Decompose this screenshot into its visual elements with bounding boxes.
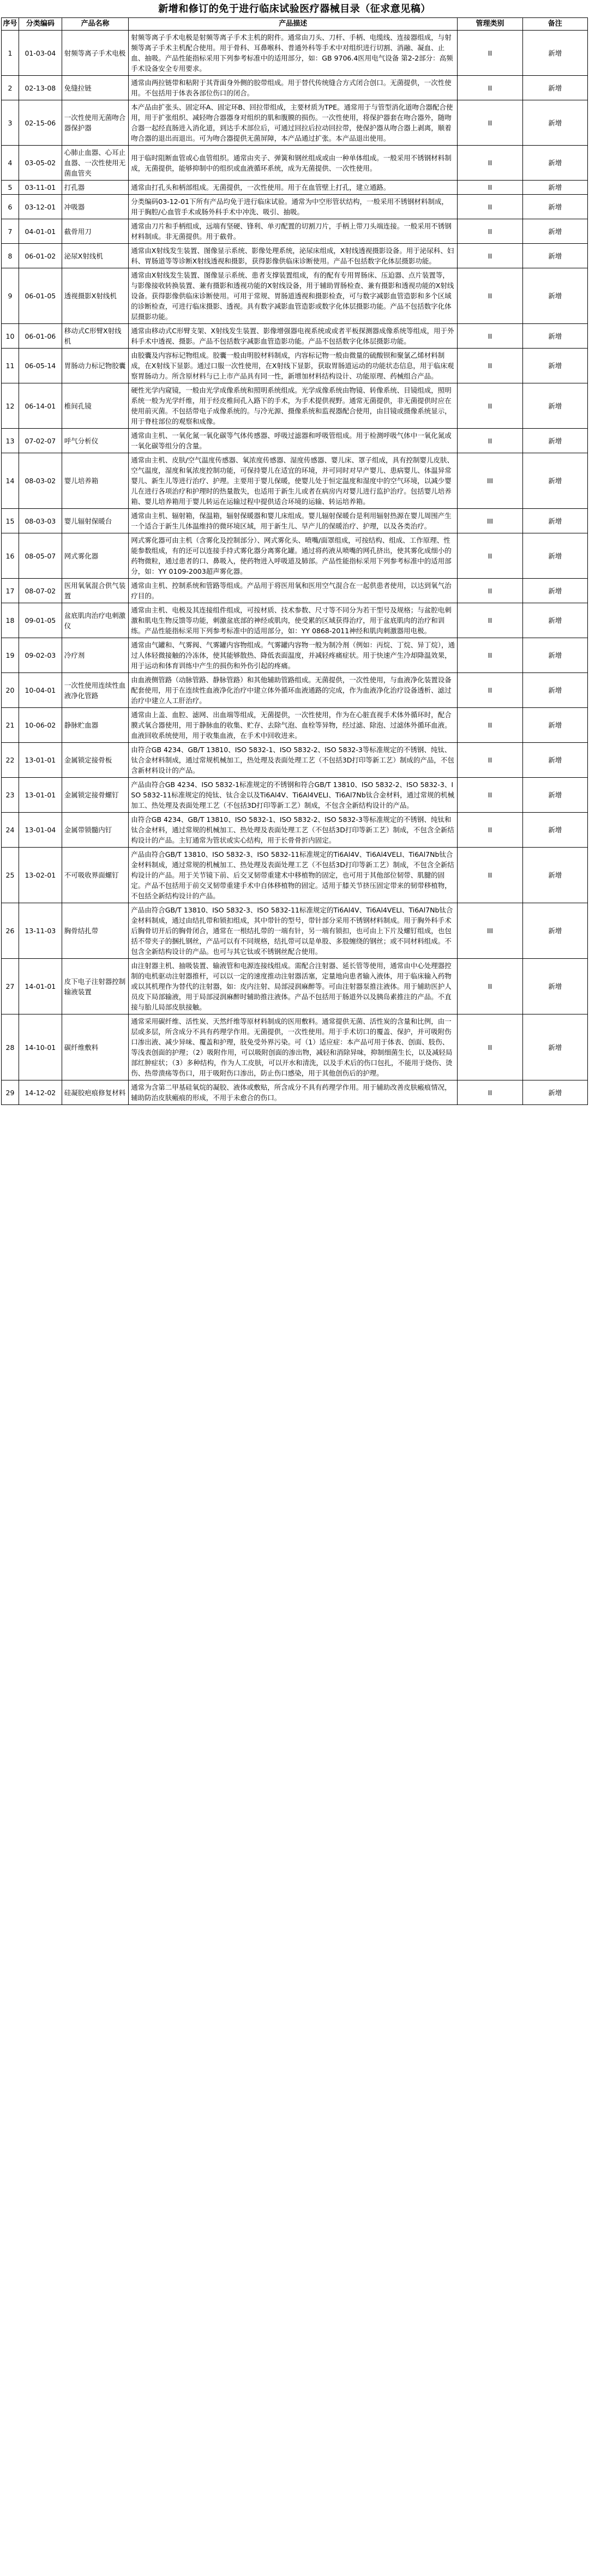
- cell-code: 09-02-03: [19, 638, 62, 673]
- table-row: [2, 743, 588, 778]
- cell-code: 06-14-01: [19, 383, 62, 429]
- cell-no: 18: [2, 603, 19, 638]
- cell-desc: 通常由X射线发生装置、图像显示系统、患者支撑装置组成，有的配有专用胃肠床、压迫器、点片装置等，与影像接收转换装置、兼有摄影和透视功能的X射线设备，用于辅助胃肠检查、兼有摄影和透视功能的X射线设备。获得影像供临床诊断使用。可用于常规、胃肠道透视和摄影检查，可与数字减影血管造影和多个区域的诊断检查，可进行临床摄影、透视。具有数字减影血管造影或数字化体层摄影功能。产品不包括数字化体层摄影功能。: [129, 268, 458, 324]
- cell-name: 不可吸收界面螺钉: [62, 848, 129, 903]
- cell-no: 17: [2, 579, 19, 603]
- cell-class: II: [458, 31, 522, 76]
- cell-note: 新增: [522, 708, 587, 743]
- cell-no: 9: [2, 268, 19, 324]
- cell-note: 新增: [522, 268, 587, 324]
- cell-code: 01-03-04: [19, 31, 62, 76]
- cell-code: 03-12-01: [19, 195, 62, 219]
- cell-class: II: [458, 603, 522, 638]
- cell-note: 新增: [522, 603, 587, 638]
- cell-name: 婴儿辐射保暖台: [62, 509, 129, 533]
- cell-name: 金属带锁髓内钉: [62, 813, 129, 848]
- cell-desc: 通常由主机、控制系统和管路等组成。产品用于将医用氧和医用空气混合在一起供患者使用，以达到氧气治疗目的。: [129, 579, 458, 603]
- cell-name: 冷疗剂: [62, 638, 129, 673]
- cell-code: 14-12-02: [19, 1080, 62, 1105]
- cell-code: 02-15-06: [19, 100, 62, 146]
- cell-no: 4: [2, 146, 19, 181]
- cell-code: 02-13-08: [19, 76, 62, 100]
- cell-name: 盆底肌肉治疗电刺激仪: [62, 603, 129, 638]
- cell-note: 新增: [522, 76, 587, 100]
- cell-code: 13-01-04: [19, 813, 62, 848]
- table-row: [2, 324, 588, 349]
- cell-no: 23: [2, 778, 19, 813]
- table-row: [2, 848, 588, 903]
- cell-desc: 通常由移动式C形臂支架、X射线发生装置、影像增强器电视系统或或者平板探测器成像系统等组成，用于外科手术中透视、摄影。产品不包括数字减影血管造影功能。产品不包括数字化体层摄影功能。: [129, 324, 458, 349]
- cell-no: 5: [2, 181, 19, 195]
- cell-class: II: [458, 349, 522, 383]
- cell-class: II: [458, 533, 522, 579]
- cell-code: 07-02-07: [19, 429, 62, 453]
- table-row: [2, 429, 588, 453]
- cell-desc: 射频等离子手术电极是射频等离子手术主机的附件。通常由刀头、刀杆、手柄、电缆线、连接器组成，与射频等离子手术主机配合使用。用于骨科、耳鼻喉科、普通外科等手术中对组织进行切割、消融、凝血、止血、抽吸。产品性能指标采用下列参考标准中的适用部分，如：GB 9706.4医用电气设备 第2-2部分：高频手术设备安全专用要求。: [129, 31, 458, 76]
- cell-note: 新增: [522, 324, 587, 349]
- table-row: [2, 268, 588, 324]
- cell-note: 新增: [522, 453, 587, 509]
- header-name: 产品名称: [62, 18, 129, 31]
- cell-class: II: [458, 146, 522, 181]
- table-row: [2, 778, 588, 813]
- cell-code: 13-11-03: [19, 903, 62, 959]
- cell-name: 透视摄影X射线机: [62, 268, 129, 324]
- cell-class: III: [458, 903, 522, 959]
- cell-class: II: [458, 219, 522, 244]
- cell-code: 14-01-01: [19, 959, 62, 1014]
- cell-code: 06-01-06: [19, 324, 62, 349]
- cell-name: 截骨用刀: [62, 219, 129, 244]
- cell-class: II: [458, 429, 522, 453]
- cell-note: 新增: [522, 100, 587, 146]
- cell-note: 新增: [522, 1014, 587, 1080]
- cell-no: 12: [2, 383, 19, 429]
- cell-code: 08-03-02: [19, 453, 62, 509]
- table-row: [2, 244, 588, 268]
- table-row: [2, 813, 588, 848]
- cell-code: 08-03-03: [19, 509, 62, 533]
- cell-name: 泌尿X射线机: [62, 244, 129, 268]
- cell-name: 金属锁定接骨螺钉: [62, 778, 129, 813]
- cell-note: 新增: [522, 146, 587, 181]
- cell-desc: 通常采用碳纤维、活性炭、天然纤维等原材料制成的医用敷料。通常提供无菌、活性炭的含量和比例，由一层或多层，所含成分不具有药理学作用。无菌提供，一次性使用。用于手术切口的覆盖、保护，并可吸附伤口渗出液、减少异味、覆盖和护理，肢免受外界污染。可（1）适应症：本产品可用于体表、创面、肢伤、等浅表创面的护理；（2）吸附作用，可以吸附创面的渗出物，减轻和消除异味，抑制细菌生长，以及减轻局部红肿症状；（3）多种结构，作为人工皮肤，可以开水和清洗，以及手术后的伤口包扎，不能用于烧伤、烫伤、热带溃疡等伤口，用于吸附伤口渗出，防止伤口感染，用于其他创伤后的护理。: [129, 1014, 458, 1080]
- cell-desc: 本产品由扩张头、固定环A、固定环B、回拉带组成，主要材质为TPE。通常用于与管型消化道吻合器配合使用，用于扩张组织、减轻吻合器器身对组织的肌和腹膜的损伤。一次性使用，将保护器套在吻合器外，随吻合器一起经直肠进入消化道，到达手术部位后，可通过回拉后拉动回拉带，使保护器从吻合器上剥离，顺着吻合器的退出而退出。可为吻合器提供无菌屏障，本产品通过扩张。本产品退出使用。: [129, 100, 458, 146]
- cell-no: 20: [2, 673, 19, 708]
- cell-note: 新增: [522, 959, 587, 1014]
- cell-name: 胸骨结扎带: [62, 903, 129, 959]
- cell-note: 新增: [522, 244, 587, 268]
- cell-class: III: [458, 509, 522, 533]
- table-body: [2, 31, 588, 1105]
- cell-code: 10-06-02: [19, 708, 62, 743]
- cell-no: 11: [2, 349, 19, 383]
- cell-desc: 通常为含第二甲基硅氧烷的凝胶、液体或敷贴，所含成分不具有药理学作用。用于辅助改善皮肤瘢痕情况，辅助防治皮肤瘢痕的形成，不用于未愈合的伤口。: [129, 1080, 458, 1105]
- cell-no: 24: [2, 813, 19, 848]
- cell-name: 硅凝胶疤痕修复材料: [62, 1080, 129, 1105]
- cell-name: 金属锁定接骨板: [62, 743, 129, 778]
- page: [0, 0, 589, 1108]
- cell-code: 13-02-01: [19, 848, 62, 903]
- table-row: [2, 146, 588, 181]
- cell-code: 10-04-01: [19, 673, 62, 708]
- cell-class: II: [458, 778, 522, 813]
- cell-no: 21: [2, 708, 19, 743]
- cell-note: 新增: [522, 429, 587, 453]
- cell-name: 椎间孔镜: [62, 383, 129, 429]
- cell-note: 新增: [522, 579, 587, 603]
- table-row: [2, 453, 588, 509]
- cell-no: 19: [2, 638, 19, 673]
- cell-class: II: [458, 813, 522, 848]
- cell-name: 静脉贮血器: [62, 708, 129, 743]
- cell-class: II: [458, 1080, 522, 1105]
- cell-class: II: [458, 579, 522, 603]
- cell-name: 呼气分析仪: [62, 429, 129, 453]
- cell-desc: 产品由符合GB/T 13810、ISO 5832-3、ISO 5832-11标准规定的Ti6Al4V、Ti6Al4VELI、Ti6Al7Nb钛合金材料制成，通过常规的机械加工、热处理及表面处理工艺（不包括3D打印等新工艺）制成，不包含全新结构设计的产品。用于关节镜下前、后交叉韧带重建术中移植物的固定，也可用于其他部位韧带、肌腱的固定。产品不包括用于前交叉韧带重建手术中自体移植物的固定。适用于膝关节挤压固定带来的韧带移植物，不包括全新结构设计的产品。: [129, 848, 458, 903]
- table-row: [2, 603, 588, 638]
- header-class: 管理类别: [458, 18, 522, 31]
- catalog-table: [1, 17, 588, 1105]
- cell-class: II: [458, 181, 522, 195]
- table-row: [2, 959, 588, 1014]
- cell-desc: 分类编码03-12-01下所有产品均免于进行临床试验。通常为中空形管状结构，一般采用不锈钢材料制成，用于胸腔/心血管手术或肠外科手术中冲洗、吸引、抽吸。: [129, 195, 458, 219]
- cell-class: II: [458, 848, 522, 903]
- cell-code: 06-01-02: [19, 244, 62, 268]
- cell-desc: 通常由气罐和、气雾阀、气雾罐内容物组成。气雾罐内容物一般为制冷剂（例如：丙烷、丁烷、异丁烷），通过人体轻微接触的冷冻体，使其能够散热、降低表面温度，并减轻疼痛症状。用于快速产生冷却降温效果，用于运动和体育训练中产生的损伤和外伤引起的疼痛。: [129, 638, 458, 673]
- cell-class: II: [458, 673, 522, 708]
- cell-desc: 通常由两拉链带和粘附于其背面身外侧的胶带组成。用于替代传统缝合方式闭合创口。无菌提供，一次性使用。不包括用于体表各部位伤口的闭合。: [129, 76, 458, 100]
- cell-note: 新增: [522, 673, 587, 708]
- cell-note: 新增: [522, 813, 587, 848]
- cell-name: 婴儿培养箱: [62, 453, 129, 509]
- table-row: [2, 100, 588, 146]
- cell-no: 14: [2, 453, 19, 509]
- cell-name: 网式雾化器: [62, 533, 129, 579]
- cell-no: 15: [2, 509, 19, 533]
- cell-desc: 由注射器主机、抽吸装置、输液管和电源连接线组成。需配合注射器、延长管等使用，通常由中心处理器控制的电机驱动注射器推杆，可以以一定的速度推动注射器活塞，定量地向患者输入液体，用于临床输入药物或以其机理作为替代的注射器，如：皮内注射、局部浸润麻醉等。可由注射器泵推注液体。用于辅助医护人员皮下局部输液，用于局部浸润麻醉时辅助推注液体。产品不包括用于肠道外以及胰岛素推注的产品。不直接与胎儿局部皮肤接触。: [129, 959, 458, 1014]
- cell-desc: 通常由打孔头和柄部组成。无菌提供，一次性使用。用于在血管壁上打孔，建立通路。: [129, 181, 458, 195]
- cell-code: 09-01-05: [19, 603, 62, 638]
- table-row: [2, 349, 588, 383]
- cell-desc: 产品由符合GB/T 13810、ISO 5832-3、ISO 5832-11标准规定的Ti6Al4V、Ti6Al4VELI、Ti6Al7Nb钛合金材料制成，通过由结扎带和锁扣组成，其中带针的型号，带针部分采用不锈钢材料制成。用于胸外科手术后胸骨切开后的胸骨闭合，通常在一根结扎带的一端有针，另一端有锁扣，也可由上下片及螺钉组成，也包括不带夹子的捆扎钢丝，产品可以有不同规格，结扎带可以是单股、多股缠绕的钢丝；或不同材料组成。不包含全新结构设计的产品。也可与其它钛或不锈钢丝配合使用。: [129, 903, 458, 959]
- table-header-row: [2, 18, 588, 31]
- cell-note: 新增: [522, 903, 587, 959]
- cell-note: 新增: [522, 638, 587, 673]
- cell-code: 06-01-05: [19, 268, 62, 324]
- cell-code: 03-11-01: [19, 181, 62, 195]
- cell-desc: 由符合GB 4234、GB/T 13810、ISO 5832-1、ISO 5832-2、ISO 5832-3等标准规定的不锈钢、纯钛、钛合金材料制成，通过常规机械加工，热处理及表面处理工艺（不包括3D打印等新工艺）制成的产品，不包含新材料设计的产品。: [129, 743, 458, 778]
- cell-desc: 由符合GB 4234、GB/T 13810、ISO 5832-1、ISO 5832-2、ISO 5832-3等标准规定的不锈钢、纯钛和钛合金材料，通过常规的机械加工、热处理及表面处理工艺（不包括3D打印等新工艺）制成，不包含全新结构设计的产品。主钉通常为管状或实心结构，用于长骨骨折内固定。: [129, 813, 458, 848]
- table-row: [2, 708, 588, 743]
- cell-class: II: [458, 76, 522, 100]
- cell-name: 胃肠动力标记物胶囊: [62, 349, 129, 383]
- cell-note: 新增: [522, 195, 587, 219]
- document-title: 新增和修订的免于进行临床试验医疗器械目录（征求意见稿）: [158, 3, 431, 15]
- cell-no: 25: [2, 848, 19, 903]
- header-desc: 产品描述: [129, 18, 458, 31]
- table-row: [2, 673, 588, 708]
- cell-desc: 通常由主机、一氧化氮一氧化碳等气体传感器、呼吸过滤器和呼吸管组成。用于检测呼吸气体中一氧化氮或一氧化碳等组分的含量。: [129, 429, 458, 453]
- table-row: [2, 31, 588, 76]
- cell-note: 新增: [522, 383, 587, 429]
- cell-name: 冲吸器: [62, 195, 129, 219]
- cell-desc: 通常由主机、电极及其连接组件组成，可按材质、技术参数、尺寸等不同分为若干型号及规格；与盆腔电刺激和肌电生物反馈等功能，刺激盆底部的神经或肌肉，使受累的区域获得治疗，用于盆底肌肉的治疗和训练。产品性能指标采用下列参考标准中的适用部分，如：YY 0868-2011神经和肌肉刺激器用电极。: [129, 603, 458, 638]
- table-row: [2, 1080, 588, 1105]
- cell-desc: 由胶囊及内容标记物组成。胶囊一般由明胶材料制成，内容标记物一般由微量的硫酸钡和聚氯乙烯材料制成，在X射线下显影。通过口服一次性使用，在X射线下显影，获取胃肠道运动的功能状态信息，用于临床观察胃肠动力。所含原材料与已上市产品具有同一性，新增加材料结构设计、功能原理、药械组合产品。: [129, 349, 458, 383]
- cell-no: 27: [2, 959, 19, 1014]
- cell-name: 移动式C形臂X射线机: [62, 324, 129, 349]
- table-row: [2, 638, 588, 673]
- cell-code: 14-10-01: [19, 1014, 62, 1080]
- cell-desc: 用于临时阻断血管或心血管组织。通常由夹子、弹簧和钢丝组成或由一种单体组成。一般采用不锈钢材料制成，无菌提供，能够抑制中的组织或血液循环系统，成为无菌提供、一次性使用。: [129, 146, 458, 181]
- cell-note: 新增: [522, 181, 587, 195]
- cell-class: II: [458, 383, 522, 429]
- header-no: 序号: [2, 18, 19, 31]
- cell-code: 04-01-01: [19, 219, 62, 244]
- table-row: [2, 195, 588, 219]
- table-row: [2, 579, 588, 603]
- cell-name: 打孔器: [62, 181, 129, 195]
- cell-class: II: [458, 1014, 522, 1080]
- cell-no: 29: [2, 1080, 19, 1105]
- cell-class: II: [458, 743, 522, 778]
- table-row: [2, 383, 588, 429]
- cell-name: 射频等离子手术电极: [62, 31, 129, 76]
- cell-name: 心肺止血器、心耳止血器、一次性使用无菌血管夹: [62, 146, 129, 181]
- cell-no: 1: [2, 31, 19, 76]
- cell-desc: 通常由X射线发生装置、图像显示系统、影像处理系统，泌尿床组成，X射线透视摄影设备。用于泌尿科、妇科、胃肠道等等诊断X射线透视和摄影，获得影像供临床诊断使用。产品不包括数字化体层摄影功能。: [129, 244, 458, 268]
- cell-no: 26: [2, 903, 19, 959]
- table-row: [2, 181, 588, 195]
- cell-code: 06-05-14: [19, 349, 62, 383]
- header-note: 备注: [522, 18, 587, 31]
- cell-desc: 通常由上盖、血腔、滤网、出血端等组成，无菌提供，一次性使用，作为在心脏直视手术体外循环时，配合膜式氧合器使用，用于静脉血的收集、贮存、去除气泡、血栓等异物，经过滤、除泡、过滤体外循环血液。血液回收系统使用，用于收集血液，在手术中回收进来。: [129, 708, 458, 743]
- cell-class: II: [458, 244, 522, 268]
- cell-desc: 网式雾化器可由主机（含雾化及控制部分）、网式雾化头、喷嘴/面罩组成，可按结构、组成、工作原理、性能参数组成，有的还可以连接手持式雾化器分离雾化罐。通过将药液从喷嘴的网孔挤出，使其雾化成细小的药物微粒，通过患者的口、鼻吸入，使药物进入呼吸道及肺部。产品性能指标采用下列参考标准中的适用部分，如：YY 0109-2003超声雾化器。: [129, 533, 458, 579]
- cell-name: 一次性使用无菌吻合器保护器: [62, 100, 129, 146]
- cell-desc: 硬性光学内窥镜，一般由光学成像系统和照明系统组成。光学成像系统由物镜、转像系统、目镜组成，照明系统一般为光学纤维，用于经皮椎间孔入路下的手术，为手术提供视野。通常无菌提供，非无菌提供时应在使用前灭菌。不包括带电子成像系统的。与冷光源、摄像系统和监视器配合使用，由目镜或摄像系统显示，用于脊柱部位的观察和成像。: [129, 383, 458, 429]
- cell-name: 碳纤维敷料: [62, 1014, 129, 1080]
- cell-note: 新增: [522, 31, 587, 76]
- cell-note: 新增: [522, 743, 587, 778]
- cell-no: 6: [2, 195, 19, 219]
- cell-no: 3: [2, 100, 19, 146]
- cell-note: 新增: [522, 778, 587, 813]
- cell-class: II: [458, 324, 522, 349]
- cell-name: 免缝拉链: [62, 76, 129, 100]
- cell-no: 28: [2, 1014, 19, 1080]
- cell-code: 08-07-02: [19, 579, 62, 603]
- cell-note: 新增: [522, 1080, 587, 1105]
- cell-class: II: [458, 638, 522, 673]
- cell-note: 新增: [522, 509, 587, 533]
- table-row: [2, 1014, 588, 1080]
- cell-no: 7: [2, 219, 19, 244]
- cell-class: II: [458, 100, 522, 146]
- cell-class: II: [458, 195, 522, 219]
- cell-no: 13: [2, 429, 19, 453]
- cell-no: 22: [2, 743, 19, 778]
- table-row: [2, 903, 588, 959]
- table-row: [2, 533, 588, 579]
- cell-note: 新增: [522, 349, 587, 383]
- header-code: 分类编码: [19, 18, 62, 31]
- cell-desc: 通常由刀片和手柄组成，远端有坚硬、锋利、单刃配置的切割刀片，手柄上带刀头端连接。一般采用不锈钢材料制成。非无菌提供。用于截骨。: [129, 219, 458, 244]
- cell-desc: 产品由符合GB 4234、ISO 5832-1标准规定的不锈钢和符合GB/T 13810、ISO 5832-2、ISO 5832-3、ISO 5832-11标准规定的纯钛、钛合金以及Ti6Al4V、Ti6Al4VELI、Ti6Al7Nb钛合金材料，通过常规的机械加工、热处理及表面处理工艺（不包括3D打印等新工艺）制成，不包含全新结构设计的产品。: [129, 778, 458, 813]
- cell-no: 10: [2, 324, 19, 349]
- cell-no: 8: [2, 244, 19, 268]
- cell-name: 医用氧氧混合供气装置: [62, 579, 129, 603]
- cell-name: 皮下电子注射器控制输液装置: [62, 959, 129, 1014]
- table-row: [2, 509, 588, 533]
- cell-note: 新增: [522, 533, 587, 579]
- cell-code: 13-01-01: [19, 778, 62, 813]
- cell-class: II: [458, 959, 522, 1014]
- cell-desc: 由血液侧管路（动脉管路、静脉管路）和其他辅助管路组成。无菌提供，一次性使用，与血液净化装置设备配套使用，用于在连续性血液净化治疗中建立体外循环血液通路的完成，作为血液净化治疗设备透析、滤过治疗中建立人工肝治疗。: [129, 673, 458, 708]
- cell-note: 新增: [522, 848, 587, 903]
- table-row: [2, 219, 588, 244]
- cell-code: 13-01-01: [19, 743, 62, 778]
- cell-class: II: [458, 708, 522, 743]
- cell-name: 一次性使用连续性血液净化管路: [62, 673, 129, 708]
- cell-no: 2: [2, 76, 19, 100]
- cell-class: III: [458, 453, 522, 509]
- cell-desc: 通常由主机、辐射箱，保温箱，辐射保暖器和婴儿床组成。婴儿辐射保暖台是利用辐射热源在婴儿周围产生一个适合于新生儿体温维持的微环境区域，用于新生儿、早产儿的保暖治疗、护理，以及各类治疗。: [129, 509, 458, 533]
- cell-code: 03-05-02: [19, 146, 62, 181]
- cell-no: 16: [2, 533, 19, 579]
- table-row: [2, 76, 588, 100]
- cell-desc: 通常由主机、皮肤/空气温度传感器、氧浓度传感器、湿度传感器、婴儿床、罩子组成，具有控制婴儿皮肤、空气温度，湿度和氧浓度控制功能，可保持婴儿在适宜的环境，并可同时对早产婴儿、患病婴儿、体温异常婴儿、新生儿等进行治疗、护理。主要用于婴儿保暖，使婴儿处于恒定温度和湿度中的空气环境，以减少婴儿在进行各项治疗和护理时的热量散失，也适用于新生儿或者在病房内对婴儿进行监护治疗。包括婴儿培养箱、婴儿培养箱用于婴儿转运在运输过程中提供适合环境的运输、转运培养箱。: [129, 453, 458, 509]
- cell-class: II: [458, 268, 522, 324]
- cell-code: 08-05-07: [19, 533, 62, 579]
- cell-note: 新增: [522, 219, 587, 244]
